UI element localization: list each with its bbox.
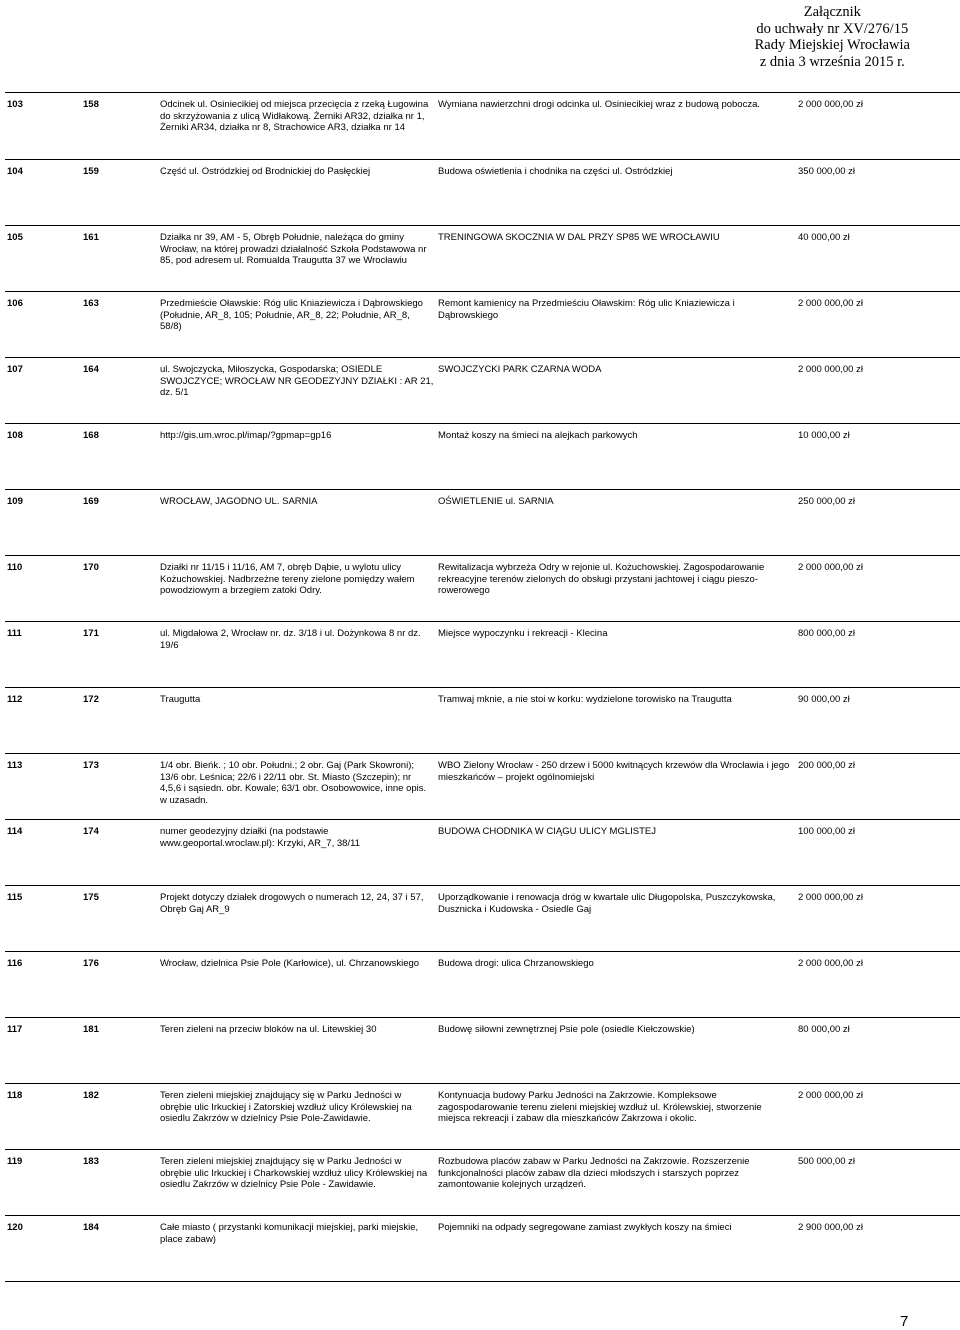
row-number: 104 <box>5 160 81 226</box>
table-row <box>5 226 960 292</box>
description-cell: BUDOWA CHODNIKA W CIĄGU ULICY MGLISTEJ <box>436 820 796 886</box>
description-cell: WBO Zielony Wrocław - 250 drzew i 5000 kwitnących krzewów dla Wrocławia i jego mieszkańców – projekt ogólnomiejski <box>436 754 796 820</box>
table-row <box>5 622 960 688</box>
project-id: 163 <box>81 292 158 358</box>
location-cell: Teren zieleni na przeciw bloków na ul. Litewskiej 30 <box>158 1018 436 1084</box>
location-cell: Działka nr 39, AM - 5, Obręb Południe, należąca do gminy Wrocław, na której prowadzi działalność Szkoła Podstawowa nr 85, pod adresem ul. Romualda Traugutta 37 we Wrocławiu <box>158 226 436 292</box>
projects-table <box>5 92 960 1282</box>
description-cell: Remont kamienicy na Przedmieściu Oławskim: Róg ulic Kniaziewicza i Dąbrowskiego <box>436 292 796 358</box>
description-cell: Tramwaj mknie, a nie stoi w korku: wydzielone torowisko na Traugutta <box>436 688 796 754</box>
amount-cell: 100 000,00 zł <box>796 820 960 886</box>
row-number: 111 <box>5 622 81 688</box>
location-cell: WROCŁAW, JAGODNO UL. SARNIA <box>158 490 436 556</box>
description-cell: Rozbudowa placów zabaw w Parku Jedności na Zakrzowie. Rozszerzenie funkcjonalności placów zabaw dla dzieci młodszych i starszych poprzez zamontowanie kolejnych urządzeń. <box>436 1150 796 1216</box>
description-cell: Wymiana nawierzchni drogi odcinka ul. Osiniecikiej wraz z budową pobocza. <box>436 93 796 160</box>
table-row <box>5 952 960 1018</box>
description-cell: Budowa oświetlenia i chodnika na części ul. Ostródzkiej <box>436 160 796 226</box>
row-number: 114 <box>5 820 81 886</box>
row-number: 106 <box>5 292 81 358</box>
project-id: 175 <box>81 886 158 952</box>
amount-cell: 80 000,00 zł <box>796 1018 960 1084</box>
row-number: 107 <box>5 358 81 424</box>
location-cell: http://gis.um.wroc.pl/imap/?gpmap=gp16 <box>158 424 436 490</box>
project-id: 183 <box>81 1150 158 1216</box>
row-number: 120 <box>5 1216 81 1282</box>
table-row <box>5 820 960 886</box>
project-id: 181 <box>81 1018 158 1084</box>
project-id: 172 <box>81 688 158 754</box>
header-line-4: z dnia 3 września 2015 r. <box>759 53 905 70</box>
amount-cell: 2 900 000,00 zł <box>796 1216 960 1282</box>
location-cell: ul. Swojczycka, Miłoszycka, Gospodarska; OSIEDLE SWOJCZYCE; WROCŁAW NR GEODEZYJNY DZIAŁKI : AR 21, dz. 5/1 <box>158 358 436 424</box>
table-row <box>5 688 960 754</box>
project-id: 164 <box>81 358 158 424</box>
amount-cell: 2 000 000,00 zł <box>796 1084 960 1150</box>
description-cell: SWOJCZYCKI PARK CZARNA WODA <box>436 358 796 424</box>
table-row <box>5 1150 960 1216</box>
project-id: 173 <box>81 754 158 820</box>
amount-cell: 250 000,00 zł <box>796 490 960 556</box>
table-row <box>5 292 960 358</box>
amount-cell: 350 000,00 zł <box>796 160 960 226</box>
table-row <box>5 1216 960 1282</box>
location-cell: numer geodezyjny działki (na podstawie www.geoportal.wroclaw.pl): Krzyki, AR_7, 38/11 <box>158 820 436 886</box>
location-cell: Część ul. Ostródzkiej od Brodnickiej do Pasłęckiej <box>158 160 436 226</box>
location-cell: Całe miasto ( przystanki komunikacji miejskiej, parki miejskie, place zabaw) <box>158 1216 436 1282</box>
document-header <box>755 4 910 70</box>
location-cell: Odcinek ul. Osiniecikiej od miejsca przecięcia z rzeką Ługowina do skrzyżowania z ulicą Widłakową. Żerniki AR32, działka nr 1, Żerniki AR34, działka nr 8, Strachowice AR3, działka nr 14 <box>158 93 436 160</box>
amount-cell: 2 000 000,00 zł <box>796 556 960 622</box>
location-cell: 1/4 obr. Bieńk. ; 10 obr. Południ.; 2 obr. Gaj (Park Skowroni); 13/6 obr. Leśnica; 22/6 i 22/11 obr. St. Miasto (Szczepin); nr 4,5,6 i sąsiedn. obr. Kowale; 63/1 obr. Osobowowice, inne opis. w uzasadn. <box>158 754 436 820</box>
page-number: 7 <box>900 1313 909 1330</box>
table-row <box>5 556 960 622</box>
description-cell: Miejsce wypoczynku i rekreacji - Klecina <box>436 622 796 688</box>
description-cell: OŚWIETLENIE ul. SARNIA <box>436 490 796 556</box>
row-number: 109 <box>5 490 81 556</box>
amount-cell: 2 000 000,00 zł <box>796 292 960 358</box>
location-cell: Przedmieście Oławskie: Róg ulic Kniaziewicza i Dąbrowskiego (Południe, AR_8, 105; Południe, AR_8, 22; Południe, AR_8, 58/8) <box>158 292 436 358</box>
amount-cell: 40 000,00 zł <box>796 226 960 292</box>
project-id: 168 <box>81 424 158 490</box>
project-id: 174 <box>81 820 158 886</box>
project-id: 171 <box>81 622 158 688</box>
amount-cell: 2 000 000,00 zł <box>796 952 960 1018</box>
table-row <box>5 93 960 160</box>
amount-cell: 800 000,00 zł <box>796 622 960 688</box>
description-cell: Budowa drogi: ulica Chrzanowskiego <box>436 952 796 1018</box>
location-cell: Teren zieleni miejskiej znajdujący się w Parku Jedności w obrębie ulic Irkuckiej i Zatorskiej wzdłuż ulicy Królewskiej na osiedlu Zakrzów w dzielnicy Psie Pole-Zawidawie. <box>158 1084 436 1150</box>
location-cell: Wrocław, dzielnica Psie Pole (Karłowice), ul. Chrzanowskiego <box>158 952 436 1018</box>
project-id: 159 <box>81 160 158 226</box>
location-cell: Projekt dotyczy działek drogowych o numerach 12, 24, 37 i 57, Obręb Gaj AR_9 <box>158 886 436 952</box>
table-row <box>5 358 960 424</box>
project-id: 170 <box>81 556 158 622</box>
row-number: 117 <box>5 1018 81 1084</box>
description-cell: TRENINGOWA SKOCZNIA W DAL PRZY SP85 WE WROCŁAWIU <box>436 226 796 292</box>
location-cell: Teren zieleni miejskiej znajdujący się w Parku Jedności w obrębie ulic Irkuckiej i Charkowskiej wzdłuż ulicy Królewskiej na osiedlu Zakrzów w dzielnicy Psie Pole - Zawidawie. <box>158 1150 436 1216</box>
amount-cell: 2 000 000,00 zł <box>796 93 960 160</box>
location-cell: Działki nr 11/15 i 11/16, AM 7, obręb Dąbie, u wylotu ulicy Kożuchowskiej. Nadbrzeżne tereny zielone pomiędzy wałem powodziowym a brzegiem zatoki Odry. <box>158 556 436 622</box>
row-number: 103 <box>5 93 81 160</box>
amount-cell: 2 000 000,00 zł <box>796 886 960 952</box>
amount-cell: 90 000,00 zł <box>796 688 960 754</box>
row-number: 119 <box>5 1150 81 1216</box>
row-number: 112 <box>5 688 81 754</box>
row-number: 118 <box>5 1084 81 1150</box>
location-cell: Traugutta <box>158 688 436 754</box>
table-row <box>5 754 960 820</box>
row-number: 116 <box>5 952 81 1018</box>
row-number: 105 <box>5 226 81 292</box>
table-row <box>5 424 960 490</box>
table-row <box>5 886 960 952</box>
row-number: 108 <box>5 424 81 490</box>
table-row <box>5 1084 960 1150</box>
header-line-2: do uchwały nr XV/276/15 <box>756 20 909 37</box>
table-row <box>5 1018 960 1084</box>
project-id: 158 <box>81 93 158 160</box>
description-cell: Pojemniki na odpady segregowane zamiast zwykłych koszy na śmieci <box>436 1216 796 1282</box>
description-cell: Kontynuacja budowy Parku Jedności na Zakrzowie. Kompleksowe zagospodarowanie terenu zieleni miejskiej wzdłuż ul. Królewskiej, stworzenie miejsca rekreacji i zabaw dla mieszkańców Zakrzowa i okolic. <box>436 1084 796 1150</box>
project-id: 184 <box>81 1216 158 1282</box>
row-number: 113 <box>5 754 81 820</box>
description-cell: Montaż koszy na śmieci na alejkach parkowych <box>436 424 796 490</box>
project-id: 161 <box>81 226 158 292</box>
projects-table-body <box>5 93 960 1282</box>
description-cell: Budowę siłowni zewnętrznej Psie pole (osiedle Kiełczowskie) <box>436 1018 796 1084</box>
table-row <box>5 160 960 226</box>
location-cell: ul. Migdałowa 2, Wrocław nr. dz. 3/18 i ul. Dożynkowa 8 nr dz. 19/6 <box>158 622 436 688</box>
project-id: 182 <box>81 1084 158 1150</box>
amount-cell: 500 000,00 zł <box>796 1150 960 1216</box>
project-id: 176 <box>81 952 158 1018</box>
row-number: 115 <box>5 886 81 952</box>
header-line-3: Rady Miejskiej Wrocławia <box>754 37 910 53</box>
amount-cell: 200 000,00 zł <box>796 754 960 820</box>
header-line-1: Załącznik <box>803 4 861 20</box>
description-cell: Rewitalizacja wybrzeża Odry w rejonie ul. Kożuchowskiej. Zagospodarowanie rekreacyjne terenów zielonych do obsługi przystani jachtowej i ciągu pieszo-rowerowego <box>436 556 796 622</box>
project-id: 169 <box>81 490 158 556</box>
row-number: 110 <box>5 556 81 622</box>
amount-cell: 2 000 000,00 zł <box>796 358 960 424</box>
amount-cell: 10 000,00 zł <box>796 424 960 490</box>
table-row <box>5 490 960 556</box>
description-cell: Uporządkowanie i renowacja dróg w kwartale ulic Długopolska, Puszczykowska, Dusznicka i Kudowska - Osiedle Gaj <box>436 886 796 952</box>
